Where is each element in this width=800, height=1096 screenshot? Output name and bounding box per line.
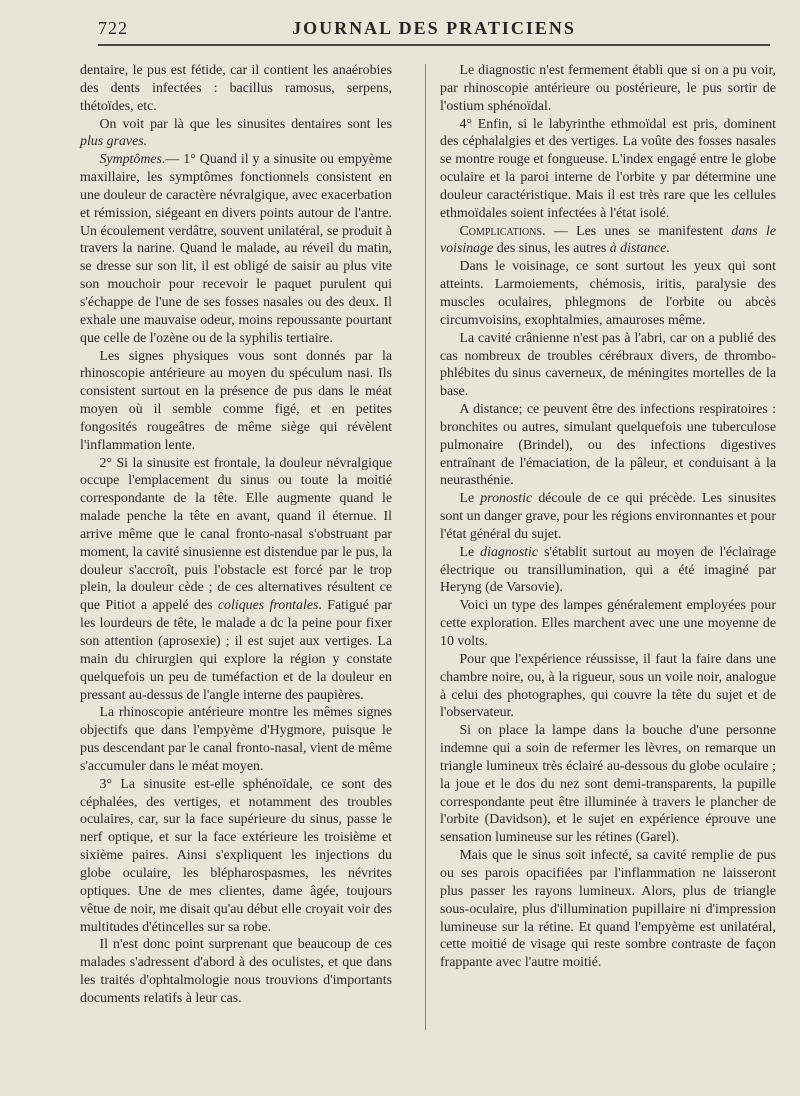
text-run: On voit par là que les sinusites dentaires sont les [99,116,392,132]
paragraph-p9 [440,62,776,116]
left-column [80,62,392,1008]
paragraph-p7 [80,776,392,937]
paragraph-p6 [80,704,392,775]
paragraph-p14 [440,401,776,490]
text-run: Symptômes. [99,152,166,168]
page-header [98,18,770,46]
text-run: Voici un type des lampes généralement employées pour cette exploration. Elles marchent avec une une moyenne de 10 volts. [440,598,776,649]
text-run: La rhinoscopie antérieure montre les mêmes signes objectifs que dans l'empyème d'Hygmore, puisque le pus descendant par le canal fronto-nasal, vient de même s'accumuler dans le méat moyen. [80,705,392,774]
text-run: Si on place la lampe dans la bouche d'une personne indemne qui a soin de refermer les lèvres, on remarque un triangle lumineux très éclairé au-dessous du globe oculaire ; la joue et le dos du nez sont demi-transparents, la pupille correspondante peut être illuminée à travers le plancher de l'orbite (Davidson), et le sujet en expérience éprouve une sensation lumineuse sur les rétines (Garel). [440,723,776,846]
text-run: coliques frontales [217,598,319,614]
text-run: 4° Enfin, si le labyrinthe ethmoïdal est pris, dominent des céphalalgies et des vertiges. La voûte des fosses nasales se montre rouge et fongueuse. L'index engagé entre le globe oculaire et la paroi interne de l'orbite y par détermine une douleur caractéristique. Mais il est très rare que les cellules ethmoïdales soient infectées à l'état isolé. [440,116,776,221]
paragraph-p3 [80,151,392,347]
paragraph-p19 [440,722,776,847]
text-run: Le diagnostic n'est fermement établi que si on a pu voir, par rhinoscopie antérieure ou postérieure, le pus sortir de l'ostium sphénoïdal. [440,63,776,114]
text-run: — Les unes se manifestent [545,223,732,239]
paragraph-p13 [440,330,776,401]
paragraph-p20 [440,847,776,972]
paragraph-p1 [80,62,392,116]
text-run: pronostic [480,491,533,507]
text-run: Le [459,491,481,507]
text-run: des sinus, les autres [493,241,610,257]
text-run: 3° La sinusite est-elle sphénoïdale, ce sont des céphalées, des vertiges, et notamment des troubles oculaires, car, sur la face supérieure du sinus, passe le nerf optique, et sur la face extérieure les troisième et sixième paires. Ainsi s'expliquent les injections du globe oculaire, les blépharospasmes, les névrites optiques. Une de mes clientes, dame âgée, toujours vêtue de noir, me disait qu'au début elle croyait voir des multitudes d'étincelles sur sa robe. [80,776,392,935]
text-run: Dans le voisinage, ce sont surtout les yeux qui sont atteints. Larmoiements, chémosis, iritis, paralysie des muscles oculaires, phlegmons de l'orbite ou abcès circumvoisins, exophtalmies, amauroses même. [440,259,776,328]
right-column [440,62,776,972]
text-run: Le [459,544,481,560]
paragraph-p4 [80,348,392,455]
text-run: s'établit surtout au moyen de l'éclairage électrique ou transillumination, qui a été imaginé par Heryng (de Varsovie). [440,544,776,596]
text-run: Complications. [459,223,546,239]
text-run: diagnostic [480,544,539,560]
text-run: La cavité crânienne n'est pas à l'abri, car on a publié des cas nombreux de troubles cérébraux divers, de thrombo-phlébites du sinus caverneux, de méningites mortelles de la base. [440,330,776,400]
paragraph-p11 [440,223,776,259]
text-run: Les signes physiques vous sont donnés par la rhinoscopie antérieure au moyen du spéculum nasi. Ils consistent surtout en la présence de pus dans le méat moyen où il semble comme figé, et en petites fongosités rougeâtres de même siège qui révèlent l'inflammation lente. [80,348,392,453]
paragraph-p15 [440,490,776,544]
running-title: JOURNAL DES PRATICIENS [292,18,576,38]
text-run: — 1° Quand il y a sinusite ou empyème maxillaire, les symptômes fonctionnels consistent en une douleur de caractère névralgique, avec exacerbation et rémission, siégeant en divers points autour de l'antre. Un écoulement verdâtre, souvent unilatéral, se produit à travers la narine. Quand le malade, au réveil du matin, se dresse sur son lit, il est obligé de saisir au plus vite son mouchoir pour recevoir le paquet purulent qui s'échappe de l'une de ses fosses nasales ou des deux. Il exhale une mauvaise odeur, moins repoussante pourtant que celle de l'ozène ou de la syphilis tertiaire. [80,152,392,346]
paragraph-p8 [80,936,392,1007]
text-run: plus graves. [80,134,148,150]
text-run: à distance. [609,241,670,257]
text-run: découle de ce qui précède. Les sinusites sont un danger grave, pour les régions environnantes et pour l'état général du sujet. [440,491,777,542]
paragraph-p16 [440,544,776,598]
text-run: . Fatigué par les lourdeurs de tête, le malade a dc la peine pour fixer son attention (aprosexie) ; il est sujet aux vertiges. La main du chirurgien qui explore la région y constate quelquefois un peu de tuméfaction et de la douleur en pressant au-dessus de l'angle interne des paupières. [80,598,392,703]
paragraph-p10 [440,116,776,223]
column-divider [425,64,426,1030]
text-run: Il n'est donc point surprenant que beaucoup de ces malades s'adressent d'abord à des oculistes, et que dans les traités d'ophtalmologie nous trouvions d'importants documents relatifs à leur cas. [80,937,392,1006]
text-run: 2° Si la sinusite est frontale, la douleur névralgique occupe l'emplacement du sinus ou toute la moitié correspondante de la tête. Elle augmente quand le malade penche la tête en avant, quand il éternue. Il arrive même que le canal fronto-nasal s'obstruant par moment, la cavité sinusienne est distendue par le pus, la douleur s'accroît, puis l'obstacle est forcé par le trop plein, la douleur cède ; de ces alternatives résultent ce que Pitiot a appelé des [80,455,392,614]
text-run: Pour que l'expérience réussisse, il faut la faire dans une chambre noire, ou, à la rigueur, sous un voile noir, analogue à celui des photographes, qui couvre la tête du sujet et de l'observateur. [440,651,776,721]
paragraph-p2 [80,116,392,152]
text-run: dans le voisinage [440,223,776,257]
paragraph-p18 [440,651,776,722]
page-number: 722 [98,18,128,38]
paragraph-p17 [440,597,776,651]
text-run: Mais que le sinus soit infecté, sa cavité remplie de pus ou ses parois opacifiées par l'inflammation ne laisseront plus passer les rayons lumineux. Alors, plus de triangle sous-oculaire, plus d'illumination pupillaire ni d'impression lumineuse sur la rétine. Et quand l'empyème est unilatéral, cette moitié de visage qui reste sombre contraste de façon frappante avec l'autre moitié. [440,848,776,971]
paragraph-p5 [80,455,392,705]
text-run: A distance; ce peuvent être des infections respiratoires : bronchites ou autres, simulant quelquefois une tuberculose pulmonaire (Brindel), ou des infections digestives entraînant de l'émaciation, de la pâleur, et conduisant à la neurasthénie. [440,402,776,489]
text-run: dentaire, le pus est fétide, car il contient les anaérobies des dents infectées : bacillus ramosus, serpens, thétoïdes, etc. [80,63,392,114]
paragraph-p12 [440,258,776,329]
